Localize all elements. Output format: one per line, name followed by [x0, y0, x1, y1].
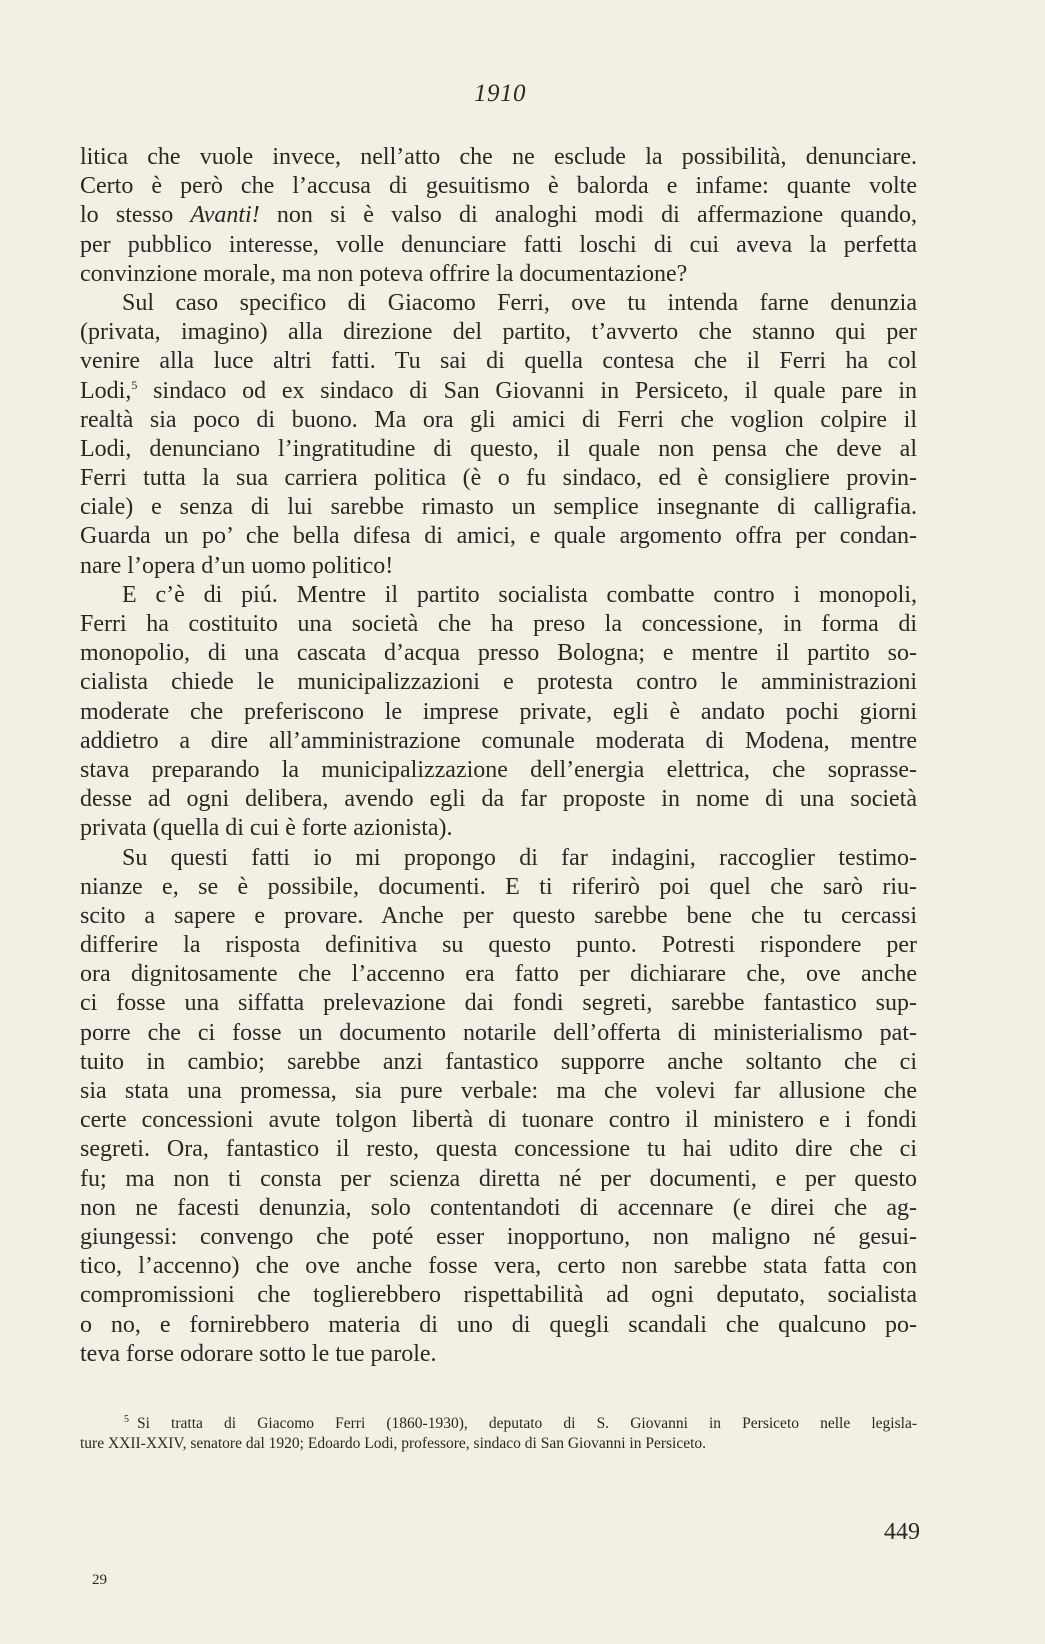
text-line: non ne facesti denunzia, solo contentandoti di accennare (e direi che ag- [80, 1194, 917, 1221]
text-line: E c’è di piú. Mentre il partito socialista combatte contro i monopoli, [122, 581, 917, 608]
text-line: cialista chiede le municipalizzazioni e protesta contro le amministrazioni [80, 669, 917, 696]
footnote-ref: 5 [131, 377, 138, 392]
text-line: realtà sia poco di buono. Ma ora gli amici di Ferri che voglion colpire il [80, 406, 917, 433]
text-line: ci fosse una siffatta prelevazione dai fondi segreti, sarebbe fantastico sup- [80, 990, 917, 1017]
text-line: nare l’opera d’un uomo politico! [80, 552, 394, 579]
text-line: Guarda un po’ che bella difesa di amici, e quale argomento offra per condan- [80, 523, 917, 550]
text-line: compromissioni che toglierebbero rispettabilità ad ogni deputato, socialista [80, 1282, 917, 1309]
page-number: 449 [884, 1519, 920, 1545]
text-line: tuito in cambio; sarebbe anzi fantastico supporre anche soltanto che ci [80, 1048, 917, 1075]
text-line: desse ad ogni delibera, avendo egli da far proposte in nome di una società [80, 786, 917, 813]
text-line: giungessi: convengo che poté esser inopportuno, non maligno né gesui- [80, 1223, 917, 1250]
text-line: differire la risposta definitiva su questo punto. Potresti rispondere per [80, 932, 917, 959]
text-line: litica che vuole invece, nell’atto che ne esclude la possibilità, denunciare. [80, 144, 917, 170]
text-line: moderate che preferiscono le imprese private, egli è andato pochi giorni [80, 698, 917, 725]
text-line: ciale) e senza di lui sarebbe rimasto un semplice insegnante di calligrafia. [80, 494, 917, 521]
text-line: teva forse odorare sotto le tue parole. [80, 1340, 437, 1367]
text-line: per pubblico interesse, volle denunciare fatti loschi di cui aveva la perfetta [80, 231, 917, 258]
running-head: 1910 [474, 80, 526, 107]
footnote-text: Si tratta di Giacomo Ferri (1860-1930), deputato di S. Giovanni in Persiceto nelle legisla- [137, 1415, 917, 1432]
text-line: segreti. Ora, fantastico il resto, questa concessione tu hai udito dire che ci [80, 1136, 917, 1163]
footnote-line [80, 1410, 917, 1434]
text-line: certe concessioni avute tolgon libertà di tuonare contro il ministero e i fondi [80, 1107, 917, 1134]
text-line: Ferri ha costituito una società che ha preso la concessione, in forma di [80, 611, 917, 637]
text-fragment: Lodi, [80, 377, 132, 404]
text-line: Ferri tutta la sua carriera politica (è o fu sindaco, ed è consigliere provin- [80, 465, 917, 492]
text-line: monopolio, di una cascata d’acqua presso Bologna; e mentre il partito so- [80, 640, 917, 667]
text-line: Certo è però che l’accusa di gesuitismo è balorda e infame: quante volte [80, 173, 917, 200]
text-line [80, 377, 917, 406]
text-line: o no, e fornirebbero materia di uno di quegli scandali che qualcuno po- [80, 1311, 917, 1338]
footnote [80, 1410, 917, 1454]
body-text [80, 143, 917, 1369]
newspaper-title: Avanti! [190, 202, 260, 229]
text-line: privata (quella di cui è forte azionista). [80, 815, 453, 842]
text-fragment: sindaco od ex sindaco di San Giovanni in Persiceto, il quale pare in [153, 377, 917, 404]
text-line: addietro a dire all’amministrazione comunale moderata di Modena, mentre [80, 727, 917, 754]
text-line: nianze e, se è possibile, documenti. E ti riferirò poi quel che sarò riu- [80, 873, 917, 900]
text-fragment: lo stesso [80, 202, 191, 229]
footnote-mark: 5 [124, 1414, 129, 1425]
text-line: Sul caso specifico di Giacomo Ferri, ove tu intenda farne denunzia [122, 289, 917, 316]
text-line: sia stata una promessa, sia pure verbale: ma che volevi far allusione che [80, 1078, 917, 1104]
signature-mark: 29 [92, 1572, 107, 1588]
text-line: porre che ci fosse un documento notarile dell’offerta di ministerialismo pat- [80, 1019, 917, 1046]
text-line: fu; ma non ti consta per scienza diretta né per documenti, e per questo [80, 1165, 917, 1192]
text-line: Lodi, denunciano l’ingratitudine di questo, il quale non pensa che deve al [80, 435, 917, 462]
text-line: scito a sapere e provare. Anche per questo sarebbe bene che tu cercassi [80, 902, 917, 929]
text-line: (privata, imagino) alla direzione del partito, t’avverto che stanno qui per [80, 319, 917, 346]
text-line: venire alla luce altri fatti. Tu sai di quella contesa che il Ferri ha col [80, 348, 917, 375]
text-line: convinzione morale, ma non poteva offrire la documentazione? [80, 260, 688, 287]
text-fragment: non si è valso di analoghi modi di affermazione quando, [276, 202, 917, 229]
text-line [80, 201, 917, 230]
text-line: Su questi fatti io mi propongo di far indagini, raccoglier testimo- [122, 844, 917, 871]
text-line: stava preparando la municipalizzazione dell’energia elettrica, che soprasse- [80, 756, 917, 783]
text-line: ora dignitosamente che l’accenno era fatto per dichiarare che, ove anche [80, 961, 917, 988]
footnote-line: ture XXII-XXIV, senatore dal 1920; Edoardo Lodi, professore, sindaco di San Giovanni in Persiceto. [80, 1435, 707, 1452]
text-line: tico, l’accenno) che ove anche fosse vera, certo non sarebbe stata fatta con [80, 1253, 917, 1280]
